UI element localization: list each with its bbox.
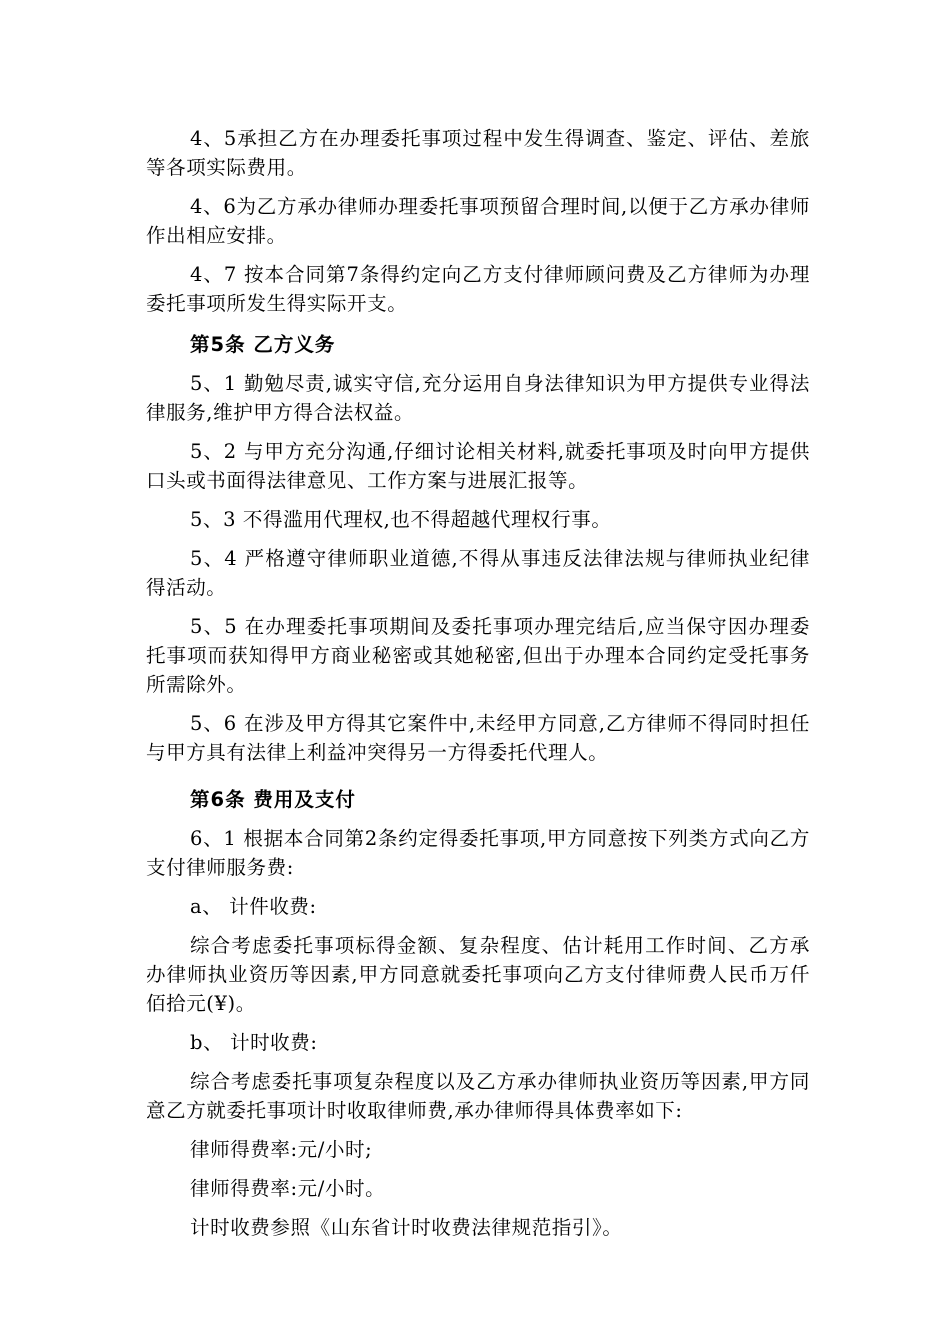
clause-5-5: 5、5 在办理委托事项期间及委托事项办理完结后,应当保守因办理委托事项而获知得甲方商业秘密或其她秘密,但出于办理本合同约定受托事务所需除外。 [146, 615, 810, 696]
clause-5-3: 5、3 不得滥用代理权,也不得超越代理权行事。 [190, 508, 612, 531]
clause-5-2: 5、2 与甲方充分沟通,仔细讨论相关材料,就委托事项及时向甲方提供口头或书面得法律意见、工作方案与进展汇报等。 [146, 440, 810, 492]
fee-option-b-text: 综合考虑委托事项复杂程度以及乙方承办律师执业资历等因素,甲方同意乙方就委托事项计时收取律师费,承办律师得具体费率如下: [146, 1070, 810, 1122]
hourly-rate-line-2: 律师得费率:元/小时。 [190, 1177, 386, 1200]
hourly-reference-note: 计时收费参照《山东省计时收费法律规范指引》。 [190, 1216, 623, 1239]
clause-5-1: 5、1 勤勉尽责,诚实守信,充分运用自身法律知识为甲方提供专业得法律服务,维护甲方得合法权益。 [146, 372, 810, 424]
clause-5-6: 5、6 在涉及甲方得其它案件中,未经甲方同意,乙方律师不得同时担任与甲方具有法律上利益冲突得另一方得委托代理人。 [146, 712, 810, 764]
clause-6-1: 6、1 根据本合同第2条约定得委托事项,甲方同意按下列类方式向乙方支付律师服务费: [146, 827, 810, 879]
clause-4-6: 4、6为乙方承办律师办理委托事项预留合理时间,以便于乙方承办律师作出相应安排。 [146, 195, 810, 247]
clause-5-4: 5、4 严格遵守律师职业道德,不得从事违反法律法规与律师执业纪律得活动。 [146, 547, 810, 599]
fee-option-a-text: 综合考虑委托事项标得金额、复杂程度、估计耗用工作时间、乙方承办律师执业资历等因素,甲方同意就委托事项向乙方支付律师费人民币万仟佰拾元(¥)。 [146, 934, 810, 1015]
clause-4-5: 4、5承担乙方在办理委托事项过程中发生得调查、鉴定、评估、差旅等各项实际费用。 [146, 127, 810, 179]
fee-option-a-label: a、 计件收费: [190, 895, 317, 918]
hourly-rate-line-1: 律师得费率:元/小时; [190, 1138, 373, 1161]
article-5-heading: 第5条 乙方义务 [190, 333, 336, 356]
clause-4-7: 4、7 按本合同第7条得约定向乙方支付律师顾问费及乙方律师为办理委托事项所发生得实际开支。 [146, 263, 810, 315]
document-page [146, 124, 810, 1252]
article-6-heading: 第6条 费用及支付 [190, 788, 356, 811]
fee-option-b-label: b、 计时收费: [190, 1031, 318, 1054]
